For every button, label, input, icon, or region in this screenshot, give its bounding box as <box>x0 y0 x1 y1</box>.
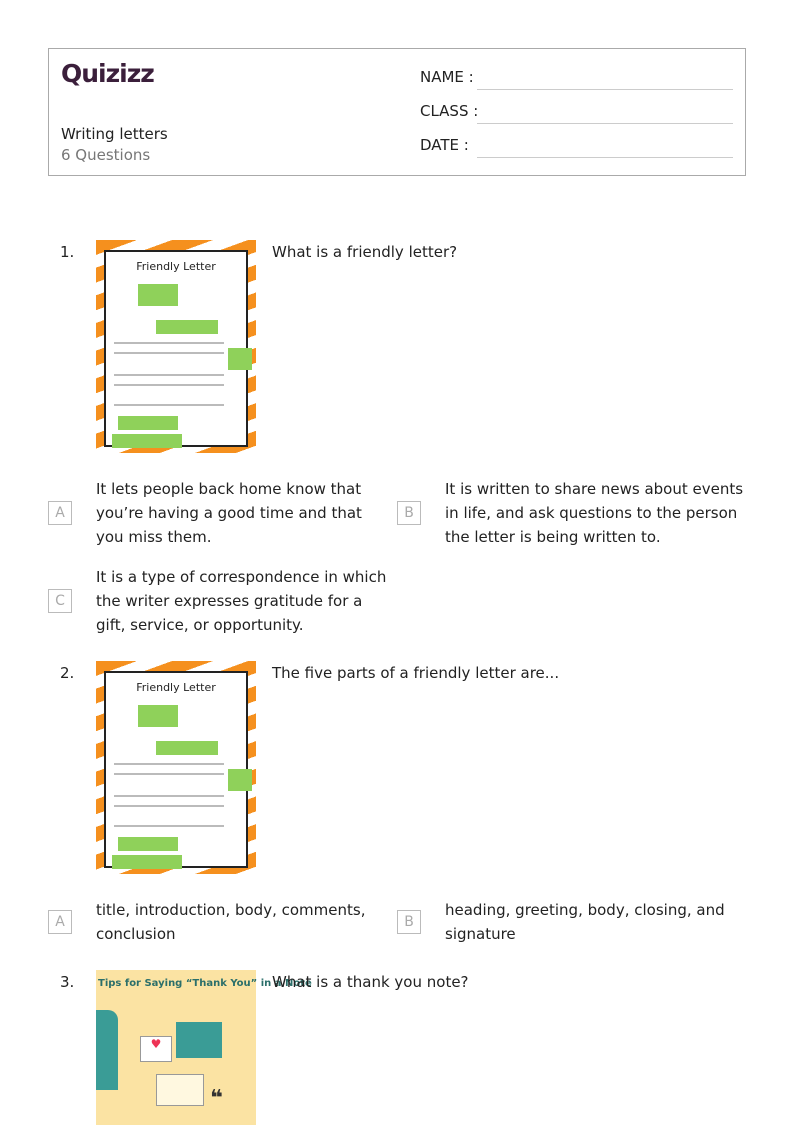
option-c[interactable]: It is a type of correspondence in which the writer expresses gratitude for a gift, service, or opportunity. <box>96 568 387 634</box>
option-b-marker[interactable]: B <box>397 910 421 934</box>
option-a-marker[interactable]: A <box>48 910 72 934</box>
class-label: CLASS : <box>420 102 479 120</box>
option-a[interactable]: It lets people back home know that you’re having a good time and that you miss them. <box>96 480 362 546</box>
image-title: Tips for Saying “Thank You” in a Note <box>98 978 312 989</box>
option-c-marker[interactable]: C <box>48 589 72 613</box>
option-a-marker[interactable]: A <box>48 501 72 525</box>
friendly-letter-image <box>96 240 256 453</box>
date-field[interactable] <box>477 157 733 158</box>
question-number: 1. <box>60 243 75 261</box>
date-label: DATE : <box>420 136 469 154</box>
question-number: 3. <box>60 973 75 991</box>
option-b[interactable]: It is written to share news about events in life, and ask questions to the person the letter is being written to. <box>445 480 744 546</box>
worksheet-title: Writing letters <box>61 125 168 143</box>
option-a[interactable]: title, introduction, body, comments, conclusion <box>96 901 366 943</box>
worksheet-header <box>48 48 746 176</box>
image-title: Friendly Letter <box>136 260 216 273</box>
option-b[interactable]: heading, greeting, body, closing, and signature <box>445 901 725 943</box>
question-text: What is a friendly letter? <box>272 243 458 261</box>
friendly-letter-image <box>96 661 256 874</box>
question-text: The five parts of a friendly letter are... <box>272 664 560 682</box>
class-field[interactable] <box>477 123 733 124</box>
name-field[interactable] <box>477 89 733 90</box>
question-text: What is a thank you note? <box>272 973 469 991</box>
option-b-marker[interactable]: B <box>397 501 421 525</box>
name-label: NAME : <box>420 68 474 86</box>
thank-you-note-image: Tips for Saying “Thank You” in a Note ♥ ❝ <box>96 970 256 1125</box>
image-title: Friendly Letter <box>136 681 216 694</box>
question-number: 2. <box>60 664 75 682</box>
quizizz-logo: Quizizz <box>61 59 154 88</box>
question-count: 6 Questions <box>61 146 151 164</box>
